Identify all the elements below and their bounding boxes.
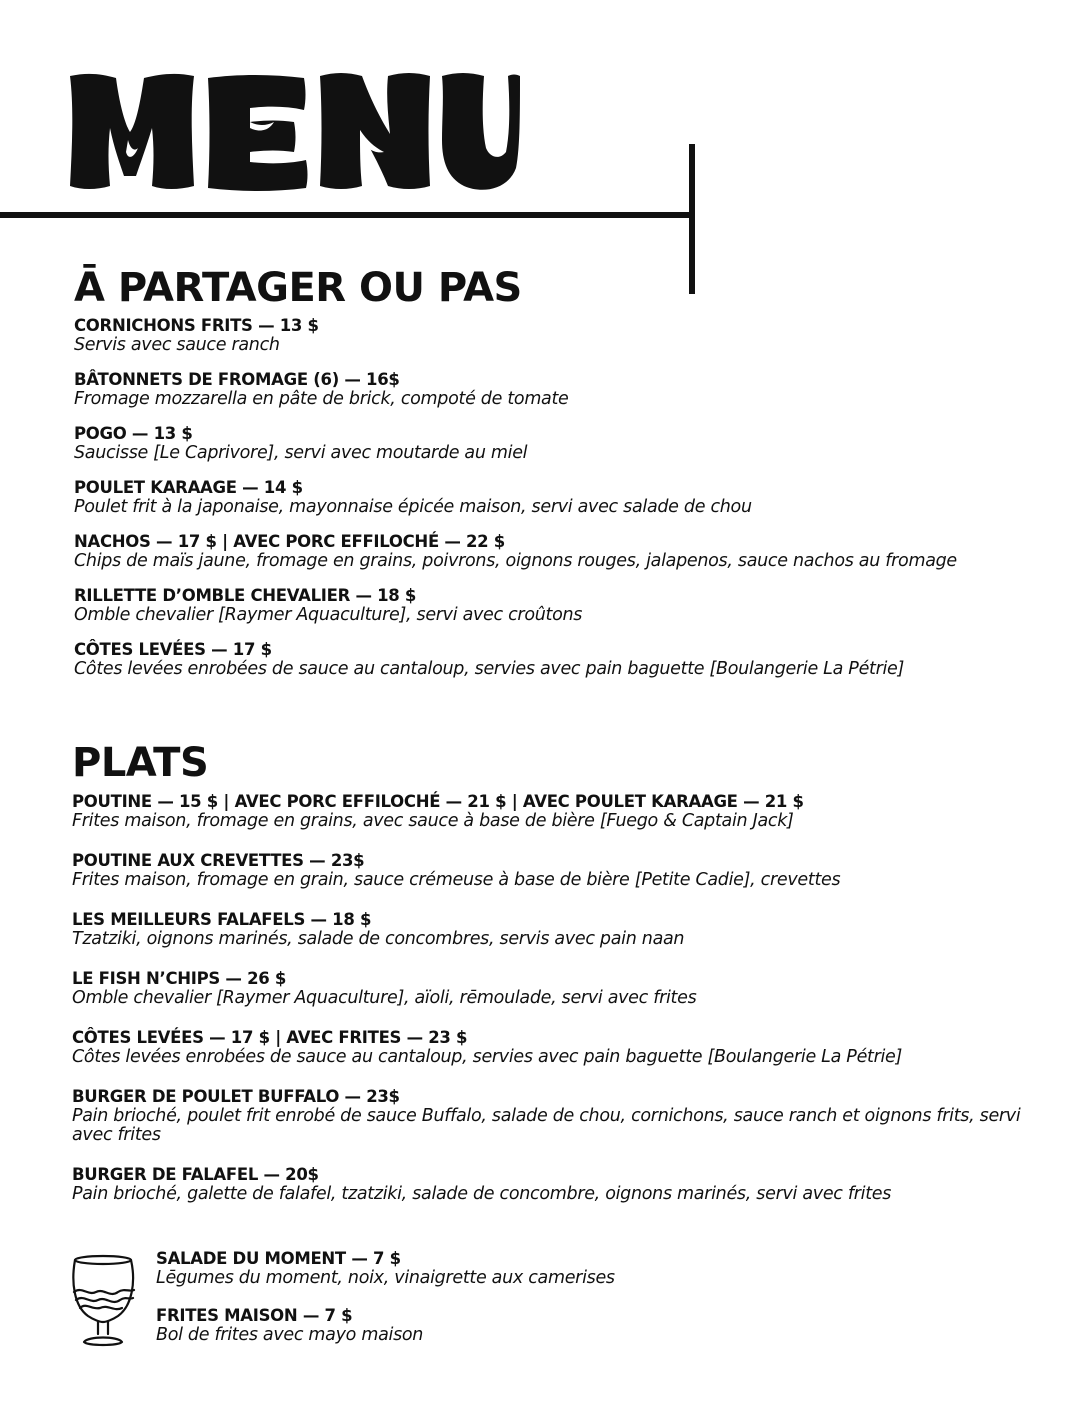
- item-name: CORNICHONS FRITS — 13 $: [74, 316, 319, 335]
- item-name: FRITES MAISON — 7 $: [156, 1306, 353, 1325]
- item-name: CÔTES LEVÉES — 17 $ | AVEC FRITES — 23 $: [72, 1028, 468, 1047]
- wine-glass-icon: [70, 1252, 140, 1348]
- section-sides-items: [156, 1249, 1036, 1363]
- item-name: BURGER DE POULET BUFFALO — 23$: [72, 1087, 400, 1106]
- menu-item: [72, 851, 1064, 890]
- item-description: Tzatziki, oignons marinés, salade de concombres, servis avec pain naan: [72, 929, 685, 949]
- item-name: BÂTONNETS DE FROMAGE (6) — 16$: [74, 370, 400, 389]
- item-description: Fromage mozzarella en pâte de brick, compoté de tomate: [74, 389, 569, 409]
- section-title-plats: PLATS: [72, 740, 209, 786]
- section-a-partager-items: [74, 316, 1064, 694]
- header-vertical-rule: [689, 144, 695, 294]
- menu-item: [72, 910, 1064, 949]
- menu-item: [74, 370, 1064, 409]
- item-description: Omble chevalier [Raymer Aquaculture], servi avec croûtons: [74, 605, 583, 625]
- menu-item: [156, 1249, 1036, 1288]
- item-description: Pain brioché, galette de falafel, tzatziki, salade de concombre, oignons marinés, servi avec frites: [72, 1184, 892, 1204]
- item-name: BURGER DE FALAFEL — 20$: [72, 1165, 319, 1184]
- menu-item: [72, 969, 1064, 1008]
- menu-item: [72, 1028, 1064, 1067]
- menu-item: [156, 1306, 1036, 1345]
- section-plats-items: [72, 792, 1064, 1224]
- menu-item: [74, 532, 1064, 571]
- item-name: POULET KARAAGE — 14 $: [74, 478, 303, 497]
- item-description: Frites maison, fromage en grain, sauce crémeuse à base de bière [Petite Cadie], crevettes: [72, 870, 841, 890]
- item-name: LES MEILLEURS FALAFELS — 18 $: [72, 910, 372, 929]
- item-name: POGO — 13 $: [74, 424, 193, 443]
- item-name: SALADE DU MOMENT — 7 $: [156, 1249, 401, 1268]
- item-name: RILLETTE D’OMBLE CHEVALIER — 18 $: [74, 586, 417, 605]
- item-description: Côtes levées enrobées de sauce au cantaloup, servies avec pain baguette [Boulangerie La Pétrie]: [72, 1047, 903, 1067]
- menu-logo: [68, 68, 520, 196]
- header-horizontal-rule: [0, 212, 694, 218]
- item-description: Pain brioché, poulet frit enrobé de sauce Buffalo, salade de chou, cornichons, sauce ranch et oignons frits, servi avec frites: [72, 1106, 1021, 1145]
- item-name: CÔTES LEVÉES — 17 $: [74, 640, 272, 659]
- menu-item: [74, 478, 1064, 517]
- item-description: Côtes levées enrobées de sauce au cantaloup, servies avec pain baguette [Boulangerie La Pétrie]: [74, 659, 905, 679]
- section-title-a-partager: Ā PARTAGER OU PAS: [74, 265, 522, 311]
- menu-item: [72, 792, 1064, 831]
- item-description: Lēgumes du moment, noix, vinaigrette aux camerises: [156, 1268, 615, 1288]
- item-description: Chips de maïs jaune, fromage en grains, poivrons, oignons rouges, jalapenos, sauce nachos au fromage: [74, 551, 957, 571]
- item-description: Bol de frites avec mayo maison: [156, 1325, 424, 1345]
- item-description: Omble chevalier [Raymer Aquaculture], aïoli, rēmoulade, servi avec frites: [72, 988, 697, 1008]
- item-name: LE FISH N’CHIPS — 26 $: [72, 969, 287, 988]
- menu-item: [74, 424, 1064, 463]
- item-description: Servis avec sauce ranch: [74, 335, 280, 355]
- item-name: NACHOS — 17 $ | AVEC PORC EFFILOCHÉ — 22 $: [74, 532, 505, 551]
- item-name: POUTINE — 15 $ | AVEC PORC EFFILOCHÉ — 21 $ | AVEC POULET KARAAGE — 21 $: [72, 792, 804, 811]
- menu-item: [74, 316, 1064, 355]
- item-description: Poulet frit à la japonaise, mayonnaise épicée maison, servi avec salade de chou: [74, 497, 752, 517]
- item-description: Frites maison, fromage en grains, avec sauce à base de bière [Fuego & Captain Jack]: [72, 811, 794, 831]
- menu-item: [74, 640, 1064, 679]
- item-name: POUTINE AUX CREVETTES — 23$: [72, 851, 365, 870]
- item-description: Saucisse [Le Caprivore], servi avec moutarde au miel: [74, 443, 528, 463]
- menu-item: [72, 1087, 1064, 1145]
- menu-item: [72, 1165, 1064, 1204]
- menu-item: [74, 586, 1064, 625]
